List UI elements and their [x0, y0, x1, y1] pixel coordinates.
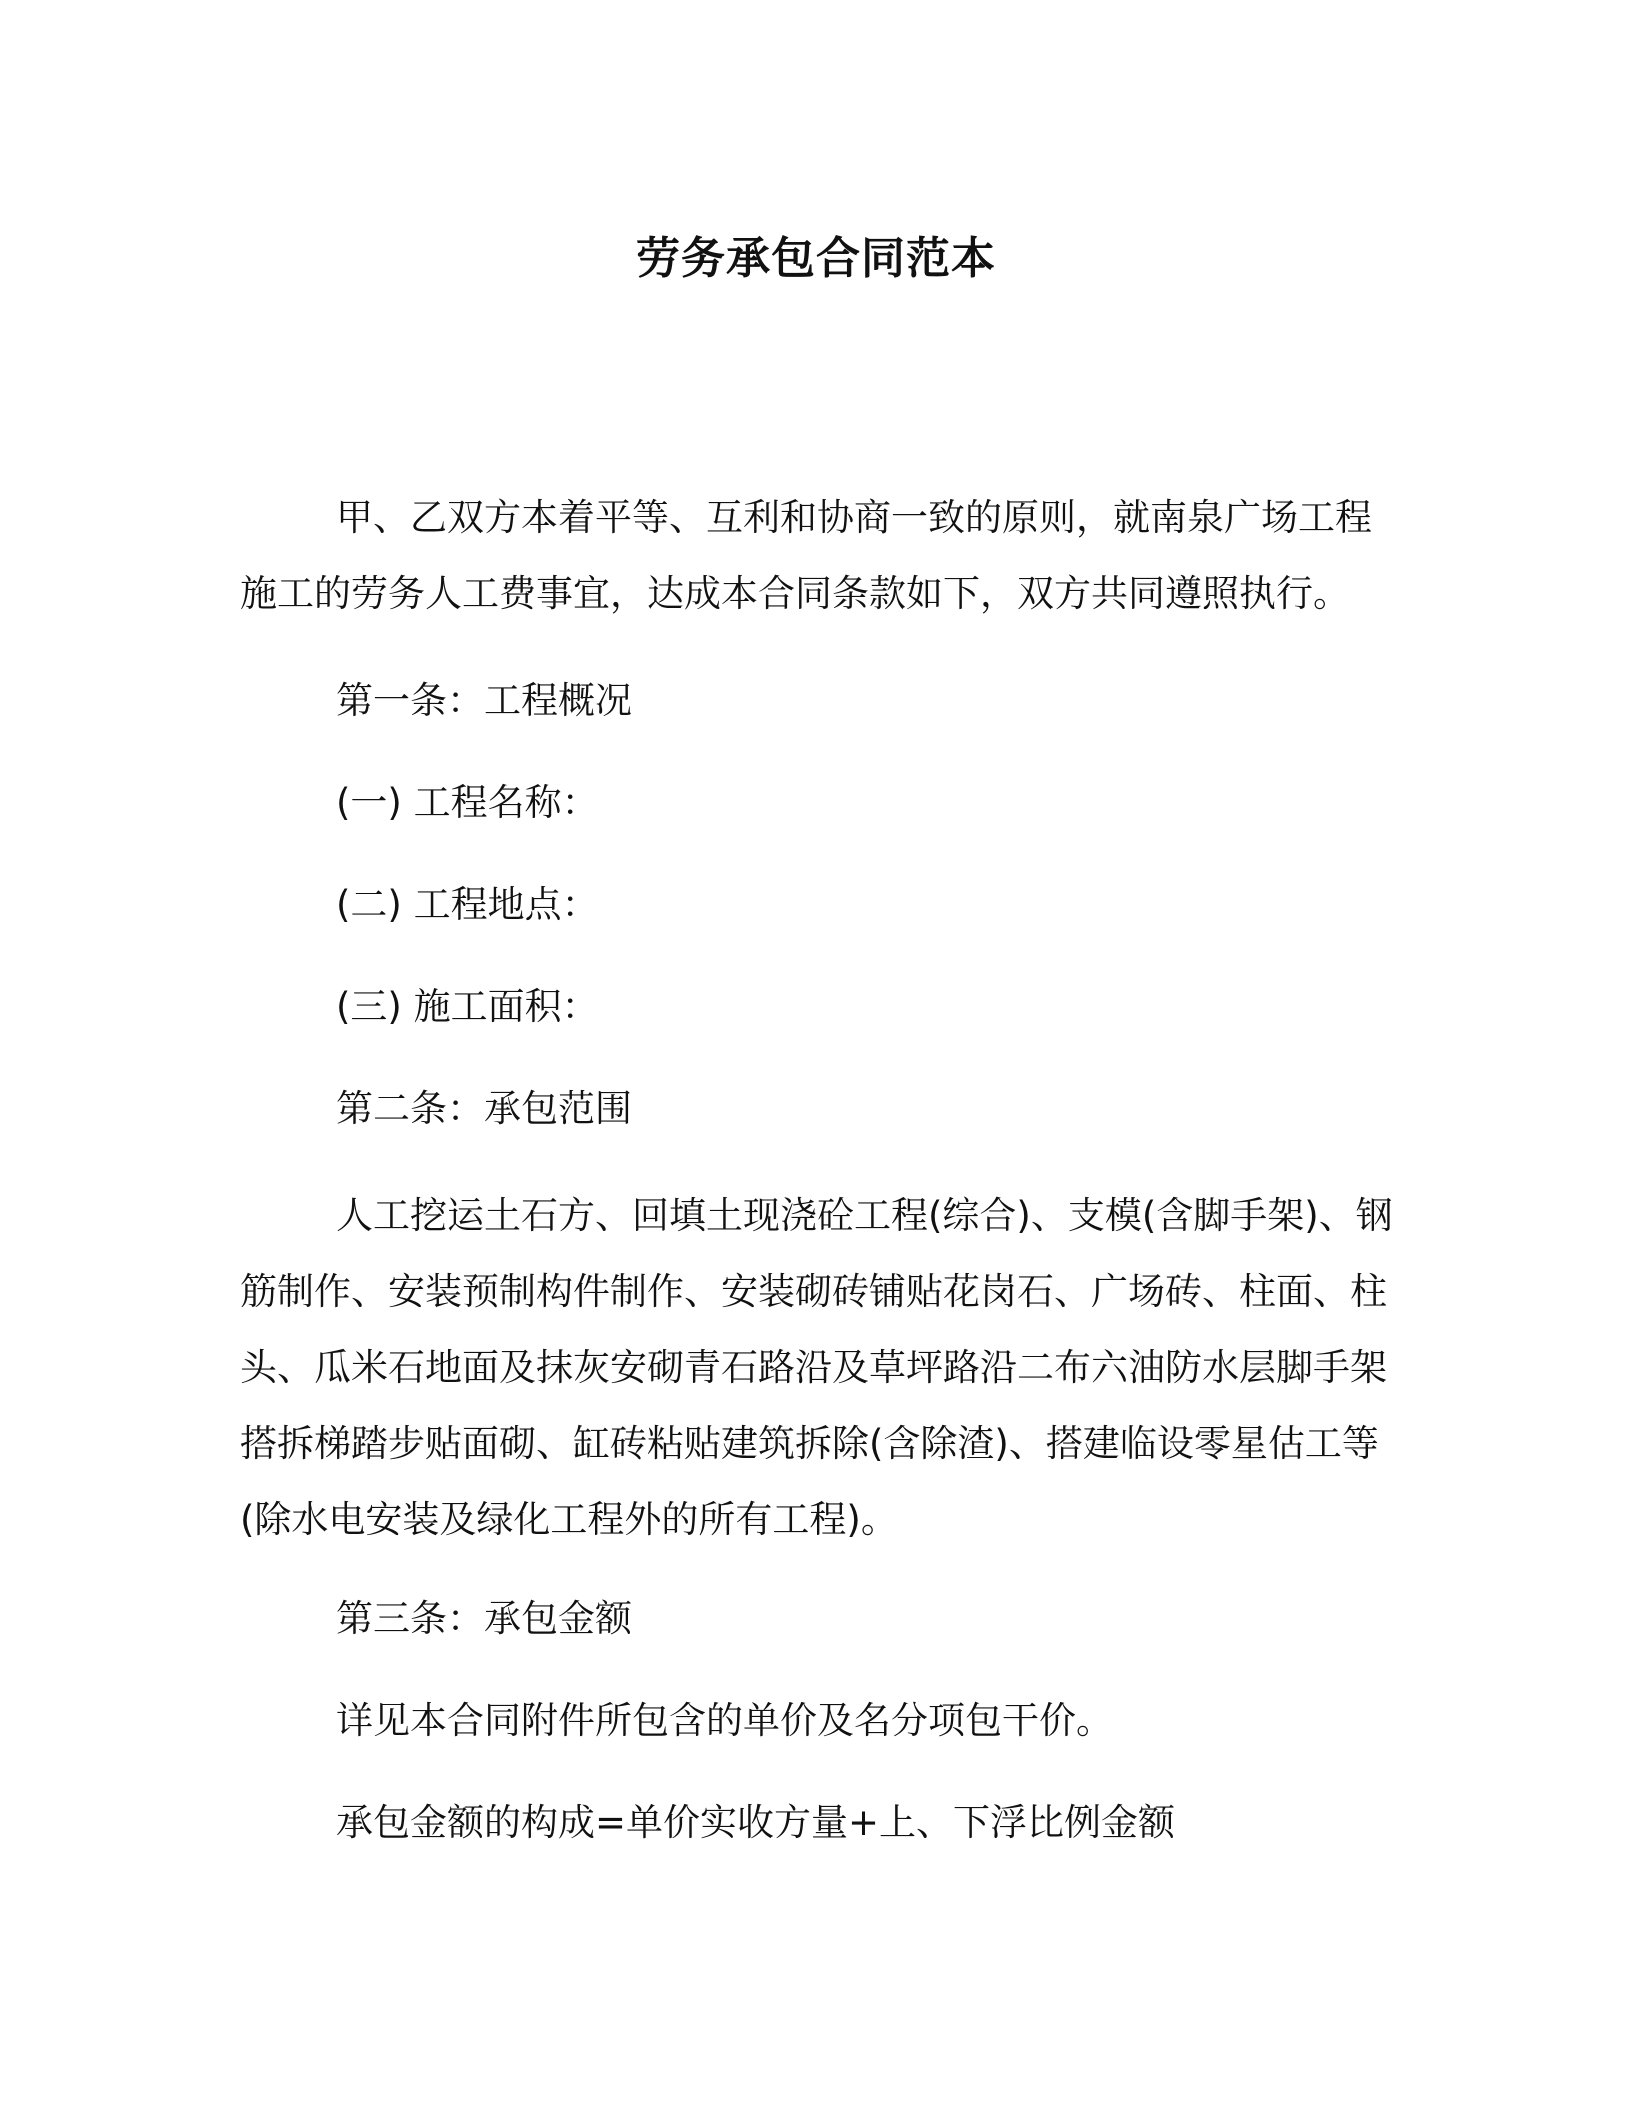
- document-title: 劳务承包合同范本: [636, 233, 996, 284]
- article2-heading: 第二条：承包范围: [336, 1087, 632, 1130]
- article3-line2: 承包金额的构成=单价实收方量+上、下浮比例金额: [336, 1801, 1176, 1844]
- item-project-name: (一) 工程名称：: [336, 781, 599, 824]
- item-construction-area: (三) 施工面积：: [336, 985, 599, 1028]
- article2-body: 人工挖运土石方、回填土现浇砼工程(综合)、支模(含脚手架)、钢筋制作、安装预制构件制作、安装砌砖铺贴花岗石、广场砖、柱面、柱头、瓜米石地面及抹灰安砌青石路沿及草坪路沿二布六油防水层脚手架搭拆梯踏步贴面砌、缸砖粘贴建筑拆除(含除渣)、搭建临设零星估工等(除水电安装及绿化工程外的所有工程)。: [240, 1194, 1393, 1541]
- article3-line1: 详见本合同附件所包含的单价及名分项包干价。: [336, 1699, 1113, 1742]
- article3-heading: 第三条：承包金额: [336, 1597, 632, 1640]
- article1-heading: 第一条：工程概况: [336, 679, 632, 722]
- intro-paragraph: 甲、乙双方本着平等、互利和协商一致的原则，就南泉广场工程施工的劳务人工费事宜，达成本合同条款如下，双方共同遵照执行。: [240, 496, 1372, 615]
- item-project-location: (二) 工程地点：: [336, 883, 599, 926]
